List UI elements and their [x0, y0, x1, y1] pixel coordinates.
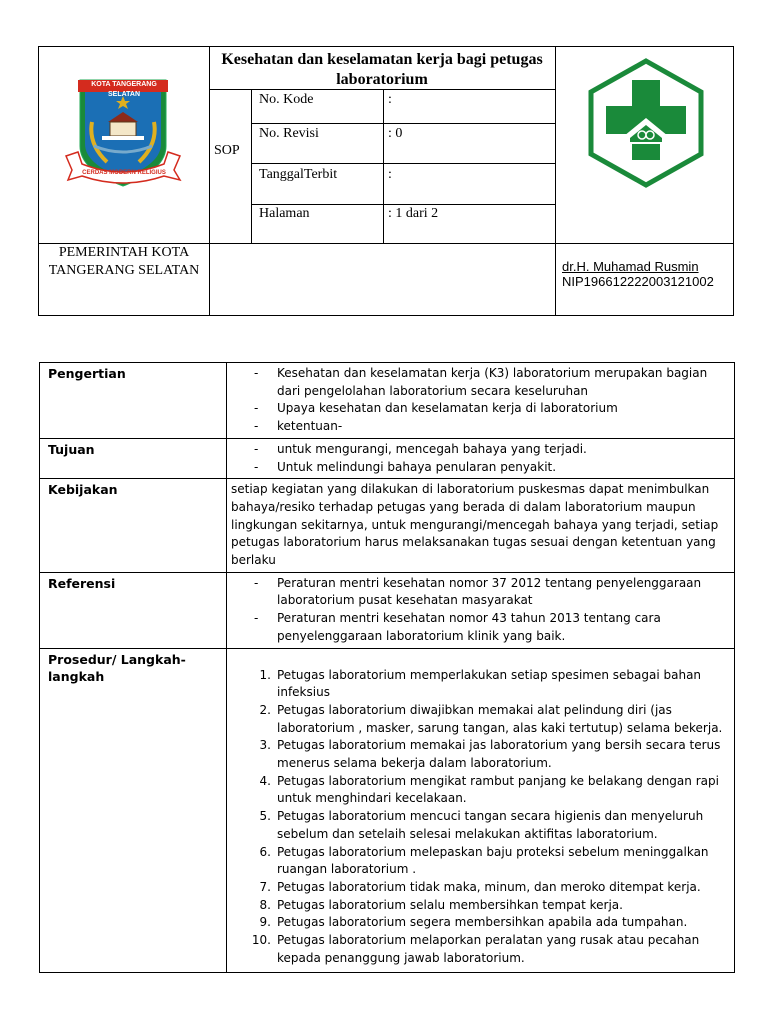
list-item: [227, 844, 734, 879]
signer-block: [562, 259, 714, 289]
emblem-ribbon-text: CERDAS MODERN RELIGIUS: [82, 170, 166, 176]
item-text: Petugas laboratorium mengikat rambut panjang ke belakang dengan rapi untuk menghindari kecelakaan.: [277, 773, 719, 806]
list-item: - untuk mengurangi, mencegah bahaya yang terjadi.: [227, 441, 734, 459]
label-prosedur: Prosedur/ Langkah-langkah: [40, 648, 227, 972]
item-number: 7.: [259, 879, 271, 894]
list-item: [227, 879, 734, 897]
item-number: 10.: [251, 933, 271, 948]
list-item: [227, 737, 734, 772]
row-prosedur: [40, 648, 735, 972]
list-item: [227, 914, 734, 932]
item-number: 3.: [259, 738, 271, 753]
item-text: Petugas laboratorium melaporkan peralatan yang rusak atau pecahan kepada penanggung jawab laboratorium.: [277, 933, 700, 965]
item-text: Petugas laboratorium segera membersihkan apabila ada tumpahan.: [277, 915, 688, 930]
list-item: [227, 808, 734, 843]
list-item: - ketentuan-: [227, 418, 734, 436]
meta-label-tanggal: TanggalTerbit: [259, 167, 338, 182]
content-kebijakan: [227, 479, 735, 573]
item-text: Petugas laboratorium diwajibkan memakai alat pelindung diri (jas laboratorium , masker, sarung tangan, alas kaki tertutup) selama bekerja.: [277, 702, 723, 735]
instansi-name: PEMERINTAH KOTA TANGERANG SELATAN: [48, 245, 200, 278]
item-number: 6.: [259, 844, 271, 859]
item-number: 9.: [259, 915, 271, 930]
list-item: - Peraturan mentri kesehatan nomor 43 tahun 2013 tentang cara penyelenggaraan laboratorium klinik yang baik.: [227, 610, 734, 645]
label-kebijakan: Kebijakan: [40, 479, 227, 573]
meta-value-tanggal: :: [388, 167, 392, 182]
list-item: - Upaya kesehatan dan keselamatan kerja di laboratorium: [227, 400, 734, 418]
list-item: - Peraturan mentri kesehatan nomor 37 2012 tentang penyelenggaraan laboratorium pusat kesehatan masyarakat: [227, 575, 734, 610]
item-text: Petugas laboratorium memperlakukan setiap spesimen sebagai bahan infeksius: [277, 667, 702, 700]
list-item: [227, 932, 734, 967]
meta-label-revisi: No. Revisi: [259, 126, 319, 141]
meta-label-halaman: Halaman: [259, 206, 310, 221]
content-prosedur: [227, 648, 735, 972]
list-item: [227, 702, 734, 737]
puskesmas-logo: [584, 58, 708, 188]
list-item: [227, 773, 734, 808]
emblem-banner-text: KOTA TANGERANG SELATAN: [91, 81, 157, 98]
list-item: - Untuk melindungi bahaya penularan penyakit.: [227, 459, 734, 477]
kebijakan-text: setiap kegiatan yang dilakukan di laboratorium puskesmas dapat menimbulkan bahaya/resiko terhadap petugas yang berada di dalam laboratorium maupun lingkungan sekitarnya, untuk mengurangi/mencegah bahaya yang terjadi, setiap petugas laboratorium harus melaksanakan tugas sesuai dengan ketentuan yang berlaku: [231, 482, 719, 568]
item-number: 5.: [259, 809, 271, 824]
signer-name: dr.H. Muhamad Rusmin: [562, 259, 699, 274]
item-number: 8.: [259, 897, 271, 912]
item-text: Petugas laboratorium melepaskan baju proteksi sebelum meninggalkan ruangan laboratorium .: [277, 844, 709, 877]
sop-label: SOP: [214, 143, 240, 158]
item-text: Petugas laboratorium selalu membersihkan tempat kerja.: [277, 897, 623, 912]
item-text: Petugas laboratorium memakai jas laboratorium yang bersih secara terus menerus selama bekerja dalam laboratorium.: [277, 738, 721, 771]
content-tujuan: [227, 438, 735, 478]
document-title: Kesehatan dan keselamatan kerja bagi petugas laboratorium: [221, 51, 543, 88]
item-number: 2.: [259, 702, 271, 717]
item-number: 1.: [259, 667, 271, 682]
label-referensi: Referensi: [40, 572, 227, 648]
item-number: 4.: [259, 773, 271, 788]
meta-value-revisi: : 0: [388, 126, 403, 141]
list-item: [227, 667, 734, 702]
signer-nip: NIP196612222003121002: [562, 274, 714, 289]
meta-value-halaman: : 1 dari 2: [388, 206, 439, 221]
label-pengertian: Pengertian: [40, 363, 227, 439]
row-kebijakan: [40, 479, 735, 573]
list-item: [227, 897, 734, 915]
meta-label-kode: No. Kode: [259, 92, 314, 107]
meta-value-kode: :: [388, 92, 392, 107]
list-item: - Kesehatan dan keselamatan kerja (K3) laboratorium merupakan bagian dari pengelolahan laboratorium secara keseluruhan: [227, 365, 734, 400]
row-tujuan: [40, 438, 735, 478]
item-text: Petugas laboratorium mencuci tangan secara higienis dan menyeluruh sebelum dan setelaih selesai melakukan aktifitas laboratorium.: [277, 809, 704, 841]
content-pengertian: [227, 363, 735, 439]
row-referensi: [40, 572, 735, 648]
label-tujuan: Tujuan: [40, 438, 227, 478]
item-text: Petugas laboratorium tidak maka, minum, dan meroko ditempat kerja.: [277, 879, 701, 894]
row-pengertian: [40, 363, 735, 439]
sop-content-table: [39, 362, 735, 973]
content-referensi: [227, 572, 735, 648]
